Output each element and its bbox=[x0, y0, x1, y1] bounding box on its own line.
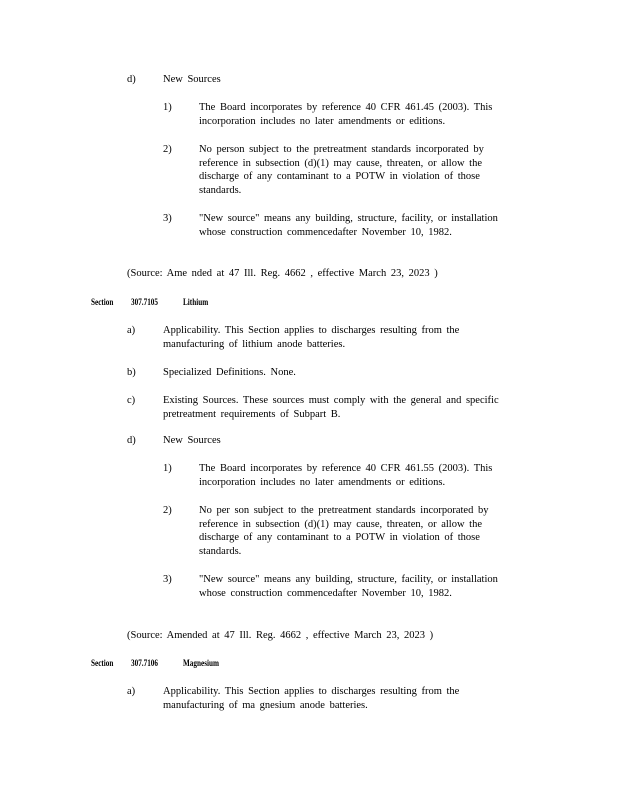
subsection-c-text: Existing Sources. These sources must comply with the general and specific pretreatment requirements of Subpart B. bbox=[163, 395, 499, 420]
section-label: Section bbox=[91, 297, 114, 307]
section-title: Lithium bbox=[183, 297, 209, 307]
source-note: (Source: Amended at 47 Ill. Reg. 4662 , effective March 23, 2023 ) bbox=[127, 630, 434, 641]
subsection-a-label: a) bbox=[127, 325, 136, 336]
subsection-d-heading: New Sources bbox=[163, 74, 221, 85]
section-title: Magnesium bbox=[183, 658, 219, 668]
section-number: 307.7105 bbox=[131, 297, 158, 307]
item-3-label: 3) bbox=[163, 213, 172, 224]
item-3-text: "New source" means any building, structure, facility, or installation whose construction commencedafter November 10, 1982. bbox=[199, 574, 498, 599]
subsection-d-label: d) bbox=[127, 74, 136, 85]
subsection-d-heading: New Sources bbox=[163, 435, 221, 446]
subsection-a-text: Applicability. This Section applies to discharges resulting from the manufacturing of ma gnesium anode batteries. bbox=[163, 686, 460, 711]
item-3-text: "New source" means any building, structure, facility, or installation whose construction commencedafter November 10, 1982. bbox=[199, 213, 498, 238]
item-2-label: 2) bbox=[163, 505, 172, 516]
item-3-label: 3) bbox=[163, 574, 172, 585]
subsection-b-text: Specialized Definitions. None. bbox=[163, 367, 296, 378]
item-2-text: No person subject to the pretreatment standards incorporated by reference in subsection (d)(1) may cause, threaten, or allow the discharge of any contaminant to a POTW in violation of those standards. bbox=[199, 144, 484, 196]
source-note: (Source: Ame nded at 47 Ill. Reg. 4662 , effective March 23, 2023 ) bbox=[127, 268, 438, 279]
subsection-a-text: Applicability. This Section applies to discharges resulting from the manufacturing of lithium anode batteries. bbox=[163, 325, 460, 350]
subsection-c-label: c) bbox=[127, 395, 136, 406]
item-1-label: 1) bbox=[163, 102, 172, 113]
item-1-text: The Board incorporates by reference 40 CFR 461.55 (2003). This incorporation includes no later amendments or editions. bbox=[199, 463, 493, 488]
item-2-text: No per son subject to the pretreatment standards incorporated by reference in subsection (d)(1) may cause, threaten, or allow the discharge of any contaminant to a POTW in violation of those standards. bbox=[199, 505, 489, 557]
item-1-text: The Board incorporates by reference 40 CFR 461.45 (2003). This incorporation includes no later amendments or editions. bbox=[199, 102, 493, 127]
section-label: Section bbox=[91, 658, 114, 668]
section-number: 307.7106 bbox=[131, 658, 158, 668]
item-1-label: 1) bbox=[163, 463, 172, 474]
subsection-a-label: a) bbox=[127, 686, 136, 697]
subsection-b-label: b) bbox=[127, 367, 136, 378]
item-2-label: 2) bbox=[163, 144, 172, 155]
subsection-d-label: d) bbox=[127, 435, 136, 446]
